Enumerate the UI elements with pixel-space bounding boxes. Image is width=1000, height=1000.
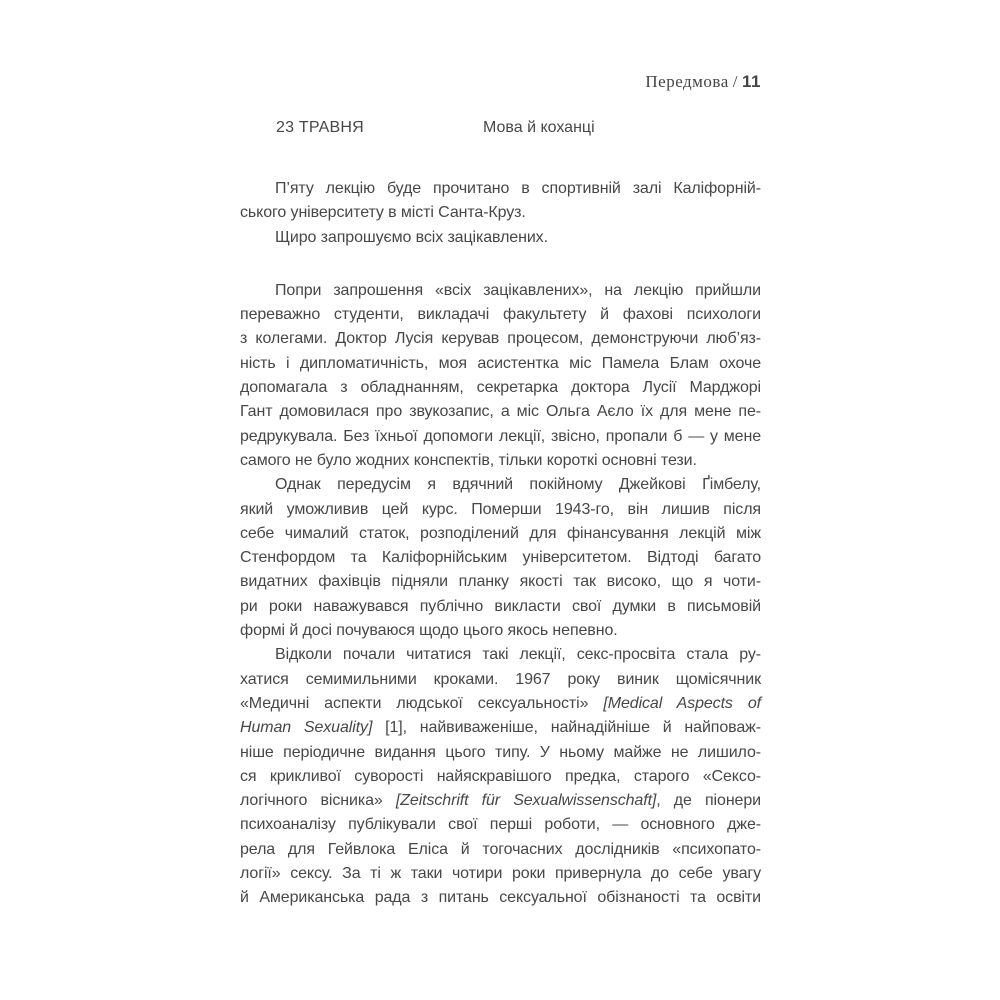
text-line bbox=[240, 425, 761, 449]
lecture-title: Мова й коханці bbox=[483, 119, 595, 136]
text-segment: Щиро запрошуємо всіх зацікавлених. bbox=[275, 228, 548, 246]
text-line bbox=[240, 546, 761, 570]
dateline bbox=[240, 119, 761, 143]
text-segment: самого не було жодних конспектів, тільки короткі основні тези. bbox=[240, 451, 697, 469]
text-line bbox=[240, 716, 761, 740]
text-line bbox=[240, 522, 761, 546]
text-line bbox=[240, 201, 761, 225]
text-segment: який уможливив цей курс. Померши 1943-го, він лишив після bbox=[240, 500, 761, 518]
paragraph bbox=[240, 643, 761, 910]
text-segment: П’яту лекцію буде прочитано в спортивній залі Каліфорній- bbox=[275, 180, 761, 197]
text-segment: Гант домовилася про звукозапис, а міс Ольга Аєло їх для мене пе- bbox=[240, 403, 761, 421]
text-segment: видатних фахівців підняли планку якості так високо, що я чоти- bbox=[240, 573, 761, 591]
text-line bbox=[240, 692, 761, 716]
paragraph bbox=[240, 226, 761, 250]
italic-text-segment: [Medical Aspects of bbox=[603, 694, 761, 712]
text-segment: хатися семимильними кроками. 1967 року виник щомісячник bbox=[240, 670, 761, 688]
text-line bbox=[240, 570, 761, 594]
text-segment: ри роки наважувався публічно викласти свої думки в письмовій bbox=[240, 597, 761, 615]
text-line bbox=[240, 789, 761, 813]
text-line bbox=[240, 400, 761, 424]
text-segment: [1], найвиваженіше, найнадійніше й найповаж- bbox=[372, 719, 762, 737]
body-text bbox=[240, 177, 761, 911]
chapter-title: Передмова bbox=[645, 72, 729, 91]
text-line bbox=[240, 473, 761, 497]
text-line bbox=[240, 838, 761, 862]
paragraph bbox=[240, 473, 761, 643]
text-segment: , де піонери bbox=[656, 792, 761, 810]
text-segment: ся крикливої суворості найяскравішого предка, старого «Сексо- bbox=[240, 767, 761, 785]
italic-text-segment: [Zeitschrift für Sexualwissenschaft] bbox=[395, 792, 657, 810]
header-separator: / bbox=[732, 72, 739, 91]
text-segment: рела для Гейвлока Еліса й тогочасних дослідників «психопато- bbox=[240, 840, 761, 858]
text-line bbox=[240, 376, 761, 400]
italic-text-segment: Human Sexuality] bbox=[240, 719, 373, 737]
text-line bbox=[240, 177, 761, 201]
text-segment: Відколи почали читатися такі лекції, секс-просвіта стала ру- bbox=[275, 646, 761, 664]
text-segment: «Медичні аспекти людської сексуальності» bbox=[240, 694, 604, 712]
text-segment: себе чималий статок, розподілений для фінансування лекцій між bbox=[240, 524, 761, 542]
text-line bbox=[240, 498, 761, 522]
text-segment: з колегами. Доктор Лусія керував процесом, демонструючи люб’яз- bbox=[240, 330, 761, 348]
text-segment: ніше періодичне видання цього типу. У ньому майже не лишило- bbox=[240, 743, 761, 761]
text-line bbox=[240, 741, 761, 765]
page-number: 11 bbox=[742, 72, 761, 91]
text-line bbox=[240, 643, 761, 667]
text-segment: редрукувала. Без їхньої допомоги лекції, звісно, пропали б — у мене bbox=[240, 427, 761, 445]
text-segment: формі й досі почуваюся щодо цього якось непевно. bbox=[240, 622, 618, 640]
text-segment: логічного вісника» bbox=[240, 792, 396, 810]
text-line bbox=[240, 668, 761, 692]
paragraph bbox=[240, 279, 761, 473]
text-line bbox=[240, 449, 761, 473]
text-segment: ність і дипломатичність, моя асистентка міс Памела Блам охоче bbox=[240, 354, 761, 372]
text-segment: психоаналізу публікували свої перші роботи, — основного дже- bbox=[240, 816, 761, 834]
text-segment: Однак передусім я вдячний покійному Джейкові Ґімбелу, bbox=[275, 476, 761, 494]
text-segment: й Американська рада з питань сексуальної обізнаності та освіти bbox=[240, 889, 761, 907]
text-segment: переважно студенти, викладачі факультету й фахові психологи bbox=[240, 306, 761, 324]
lecture-date: 23 ТРАВНЯ bbox=[276, 119, 364, 136]
text-line bbox=[240, 226, 761, 250]
text-line bbox=[240, 765, 761, 789]
text-segment: ського університету в місті Санта-Круз. bbox=[240, 204, 526, 222]
text-line bbox=[240, 862, 761, 886]
text-line bbox=[240, 279, 761, 303]
text-line bbox=[240, 352, 761, 376]
text-line bbox=[240, 813, 761, 837]
running-header bbox=[240, 72, 761, 92]
text-line bbox=[240, 886, 761, 910]
text-line bbox=[240, 303, 761, 327]
text-segment: Стенфордом та Каліфорнійським університетом. Відтоді багато bbox=[240, 549, 761, 567]
text-line bbox=[240, 595, 761, 619]
text-segment: допомагала з обладнанням, секретарка доктора Лусії Марджорі bbox=[240, 379, 761, 397]
text-segment: Попри запрошення «всіх зацікавлених», на лекцію прийшли bbox=[275, 281, 761, 299]
text-line bbox=[240, 327, 761, 351]
paragraph bbox=[240, 177, 761, 226]
text-line bbox=[240, 619, 761, 643]
text-segment: логії» сексу. За ті ж таки чотири роки привернула до себе увагу bbox=[240, 865, 761, 883]
